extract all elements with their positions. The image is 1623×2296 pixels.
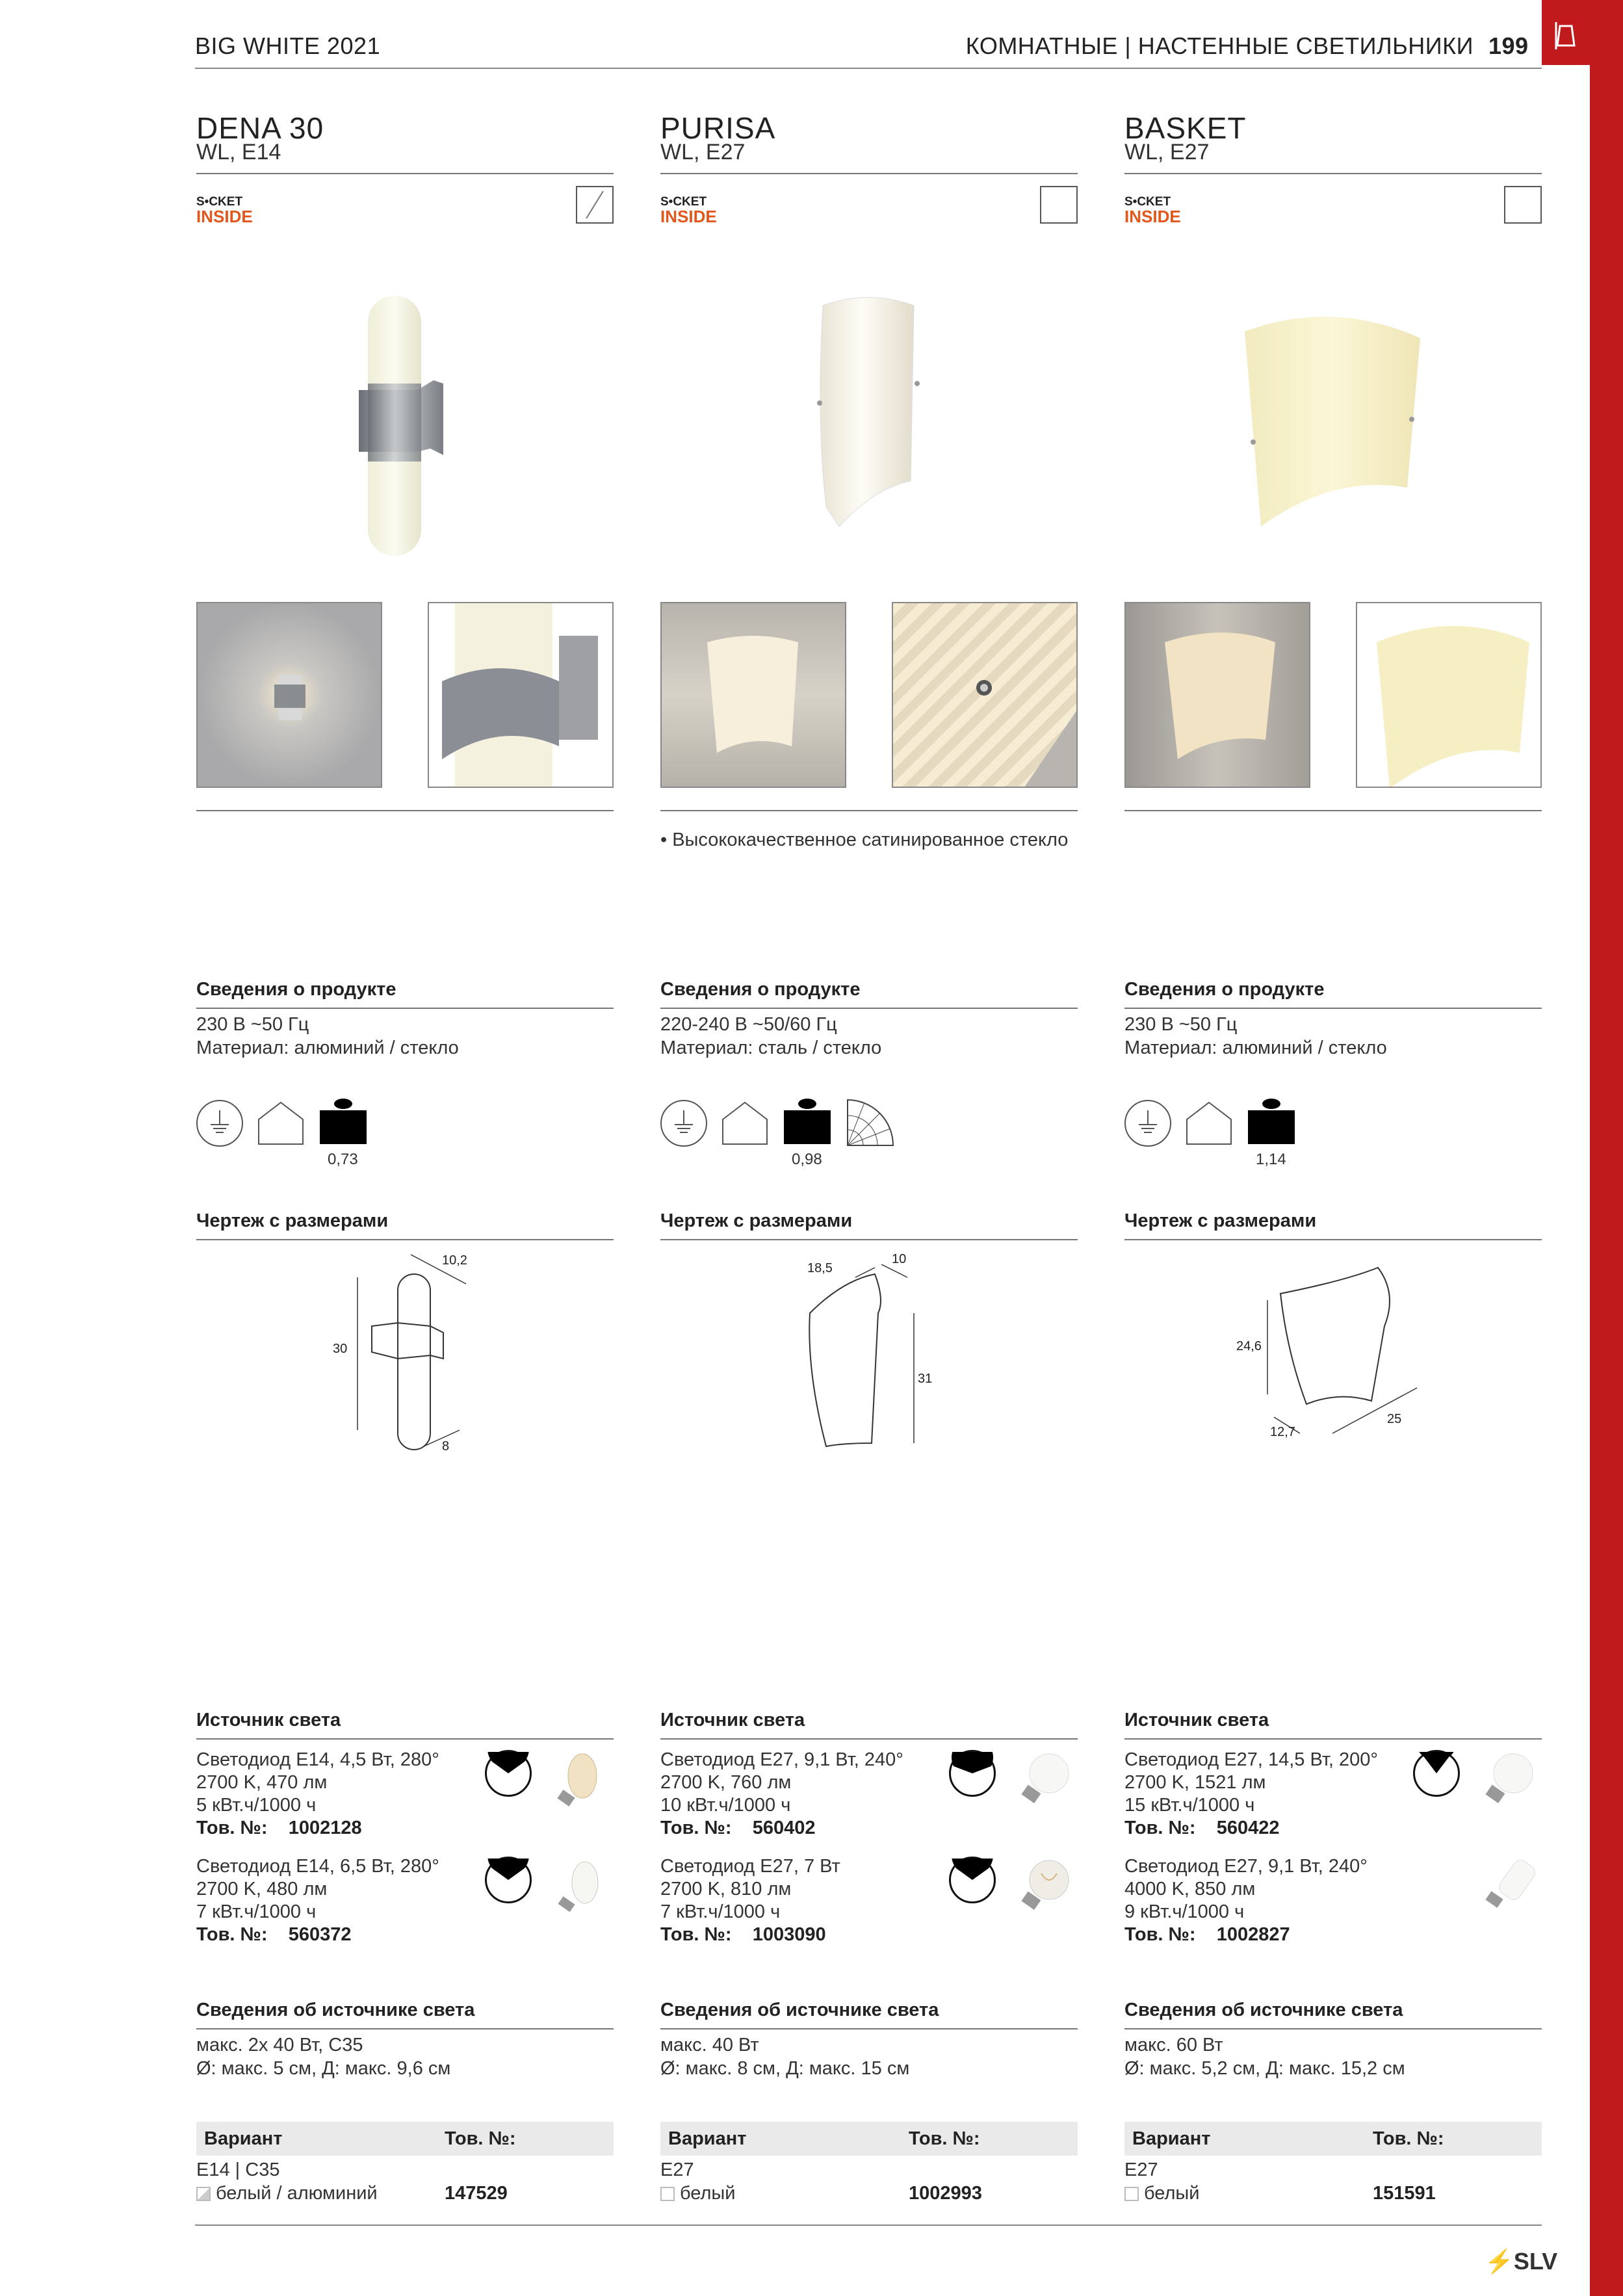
product-info-heading: Сведения о продукте — [196, 979, 396, 1000]
wall-lamp-icon — [1542, 0, 1590, 65]
color-swatch — [1124, 2187, 1139, 2201]
indoor-use-icon — [1184, 1100, 1234, 1147]
weight-value: 0,98 — [792, 1151, 822, 1168]
product-subtitle: WL, E27 — [660, 140, 746, 164]
product-dena-30 — [196, 0, 614, 2296]
footer-rule — [195, 2224, 1542, 2226]
divider — [196, 810, 614, 811]
light-source-item-2: Светодиод E27, 9,1 Вт, 240° 4000 K, 850 лм 9 кВт.ч/1000 ч Тов. №: 1002827 — [1124, 1856, 1368, 1945]
divider — [660, 2028, 1078, 2029]
dimension-drawing — [326, 1248, 521, 1463]
lifestyle-thumb-1 — [660, 602, 846, 788]
divider — [660, 1008, 1078, 1009]
variant-color-row: белый / алюминий — [196, 2182, 378, 2205]
lightning-icon: ⚡ — [1485, 2248, 1514, 2275]
spec-voltage: 230 В ~50 Гц — [1124, 1014, 1238, 1035]
detail-thumb-1 — [892, 602, 1078, 788]
indoor-use-icon — [256, 1100, 305, 1147]
socket-inside-badge: S•CKET INSIDE — [1124, 195, 1181, 226]
dim-height: 30 — [333, 1342, 348, 1356]
light-source-info-heading: Сведения об источнике света — [660, 2000, 939, 2020]
max-dimensions: Ø: макс. 8 см, Д: макс. 15 см — [660, 2058, 910, 2079]
dim-width: 18,5 — [807, 1261, 833, 1275]
divider — [660, 810, 1078, 811]
variant-table-header: Вариант Тов. №: — [660, 2122, 1078, 2156]
brand-logo: ⚡SLV — [1485, 2248, 1558, 2275]
divider — [660, 1738, 1078, 1740]
product-basket — [1124, 0, 1542, 2296]
divider — [1124, 1008, 1542, 1009]
divider — [1124, 2028, 1542, 2029]
detail-thumb-1 — [428, 602, 614, 788]
light-source-item-2: Светодиод E14, 6,5 Вт, 280° 2700 K, 480 лм 7 кВт.ч/1000 ч Тов. №: 560372 — [196, 1856, 439, 1945]
divider — [196, 1008, 614, 1009]
variant-table-header: Вариант Тов. №: — [196, 2122, 614, 2156]
variant-item-number: 151591 — [1373, 2183, 1436, 2204]
product-image — [326, 286, 482, 559]
spec-material: Материал: сталь / стекло — [660, 1037, 882, 1058]
indoor-use-icon — [720, 1100, 770, 1147]
side-color-bar — [1590, 0, 1623, 2296]
protection-class-icon — [660, 1100, 707, 1147]
protection-class-icon — [196, 1100, 243, 1147]
variant-color-row: белый — [1124, 2182, 1199, 2205]
weight-icon — [783, 1097, 832, 1147]
protection-class-icon — [1124, 1100, 1171, 1147]
lifestyle-thumb-1 — [196, 602, 382, 788]
beam-angle-icon — [1413, 1750, 1460, 1797]
cylinder-bulb-icon — [1473, 1854, 1538, 1919]
filament-a60-bulb-icon — [1009, 1854, 1074, 1919]
max-wattage: макс. 2x 40 Вт, C35 — [196, 2035, 363, 2055]
product-subtitle: WL, E27 — [1124, 140, 1210, 164]
page-number: 199 — [1488, 33, 1529, 59]
color-swatch — [660, 2187, 675, 2201]
variant-color-row: белый — [660, 2182, 735, 2205]
divider — [1124, 1738, 1542, 1740]
light-source-item-1: Светодиод E27, 9,1 Вт, 240° 2700 K, 760 лм 10 кВт.ч/1000 ч Тов. №: 560402 — [660, 1749, 903, 1838]
feature-bullet: • Высококачественное сатинированное стекло — [660, 829, 1069, 850]
drawing-heading: Чертеж с размерами — [660, 1210, 853, 1231]
drawing-heading: Чертеж с размерами — [196, 1210, 389, 1231]
section-tab — [1542, 0, 1590, 65]
light-source-item-2: Светодиод E27, 7 Вт 2700 K, 810 лм 7 кВт.ч/1000 ч Тов. №: 1003090 — [660, 1856, 840, 1945]
divider — [196, 173, 614, 174]
beam-angle-icon — [949, 1750, 996, 1797]
product-name: BASKET — [1124, 111, 1247, 145]
product-subtitle: WL, E14 — [196, 140, 281, 164]
product-purisa — [660, 0, 1078, 2296]
divider — [1124, 1239, 1542, 1240]
socket-inside-badge: S•CKET INSIDE — [660, 195, 717, 226]
dim-depth: 10,2 — [442, 1253, 467, 1268]
product-name: PURISA — [660, 111, 776, 145]
light-source-heading: Источник света — [196, 1710, 341, 1730]
a60-bulb-icon — [1473, 1747, 1538, 1812]
dim-diameter: 8 — [442, 1439, 450, 1454]
glass-type-icon — [1504, 186, 1542, 224]
max-wattage: макс. 40 Вт — [660, 2035, 759, 2055]
weight-value: 0,73 — [328, 1151, 358, 1168]
glass-type-icon — [1040, 186, 1078, 224]
divider — [1124, 810, 1542, 811]
light-distribution-icon — [845, 1097, 896, 1148]
dim-width: 25 — [1387, 1412, 1402, 1426]
divider — [660, 1239, 1078, 1240]
dimension-drawing — [790, 1261, 959, 1463]
product-info-heading: Сведения о продукте — [1124, 979, 1325, 1000]
spec-material: Материал: алюминий / стекло — [196, 1037, 459, 1058]
light-source-item-1: Светодиод E27, 14,5 Вт, 200° 2700 K, 1521 лм 15 кВт.ч/1000 ч Тов. №: 560422 — [1124, 1749, 1378, 1838]
divider — [196, 1738, 614, 1740]
beam-angle-icon — [949, 1857, 996, 1903]
dim-height: 31 — [918, 1372, 933, 1386]
filament-bulb-icon — [545, 1750, 610, 1815]
candle-bulb-icon — [545, 1857, 610, 1922]
dim-depth: 10 — [892, 1252, 907, 1266]
dim-depth: 12,7 — [1270, 1425, 1295, 1439]
dimension-drawing — [1241, 1255, 1449, 1450]
max-dimensions: Ø: макс. 5,2 см, Д: макс. 15,2 см — [1124, 2058, 1405, 2079]
variant-socket: E27 — [660, 2159, 694, 2180]
light-source-info-heading: Сведения об источнике света — [196, 2000, 475, 2020]
catalog-name: BIG WHITE 2021 — [195, 33, 381, 59]
light-source-heading: Источник света — [1124, 1710, 1269, 1730]
divider — [1124, 173, 1542, 174]
variant-item-number: 1002993 — [909, 2183, 982, 2204]
spec-voltage: 220-240 В ~50/60 Гц — [660, 1014, 837, 1035]
product-image — [1235, 312, 1430, 533]
spec-material: Материал: алюминий / стекло — [1124, 1037, 1387, 1058]
product-name: DENA 30 — [196, 111, 324, 145]
light-source-info-heading: Сведения об источнике света — [1124, 2000, 1403, 2020]
beam-angle-icon — [485, 1750, 532, 1797]
weight-icon — [318, 1097, 368, 1147]
variant-socket: E14 | C35 — [196, 2159, 280, 2180]
spec-voltage: 230 В ~50 Гц — [196, 1014, 309, 1035]
max-dimensions: Ø: макс. 5 см, Д: макс. 9,6 см — [196, 2058, 451, 2079]
product-image — [803, 293, 940, 540]
light-source-heading: Источник света — [660, 1710, 805, 1730]
detail-thumb-1 — [1356, 602, 1542, 788]
dim-height: 24,6 — [1236, 1339, 1262, 1353]
divider — [196, 1239, 614, 1240]
divider — [660, 173, 1078, 174]
light-source-item-1: Светодиод E14, 4,5 Вт, 280° 2700 K, 470 лм 5 кВт.ч/1000 ч Тов. №: 1002128 — [196, 1749, 439, 1838]
product-info-heading: Сведения о продукте — [660, 979, 861, 1000]
glass-type-icon — [576, 186, 614, 224]
weight-icon — [1247, 1097, 1296, 1147]
divider — [196, 2028, 614, 2029]
a60-bulb-icon — [1009, 1747, 1074, 1812]
beam-angle-icon — [485, 1857, 532, 1903]
variant-table-header: Вариант Тов. №: — [1124, 2122, 1542, 2156]
drawing-heading: Чертеж с размерами — [1124, 1210, 1317, 1231]
lifestyle-thumb-1 — [1124, 602, 1310, 788]
max-wattage: макс. 60 Вт — [1124, 2035, 1223, 2055]
variant-item-number: 147529 — [445, 2183, 508, 2204]
weight-value: 1,14 — [1256, 1151, 1286, 1168]
color-swatch — [196, 2187, 211, 2201]
section-title: КОМНАТНЫЕ | НАСТЕННЫЕ СВЕТИЛЬНИКИ — [965, 33, 1474, 59]
variant-socket: E27 — [1124, 2159, 1158, 2180]
socket-inside-badge: S•CKET INSIDE — [196, 195, 253, 226]
